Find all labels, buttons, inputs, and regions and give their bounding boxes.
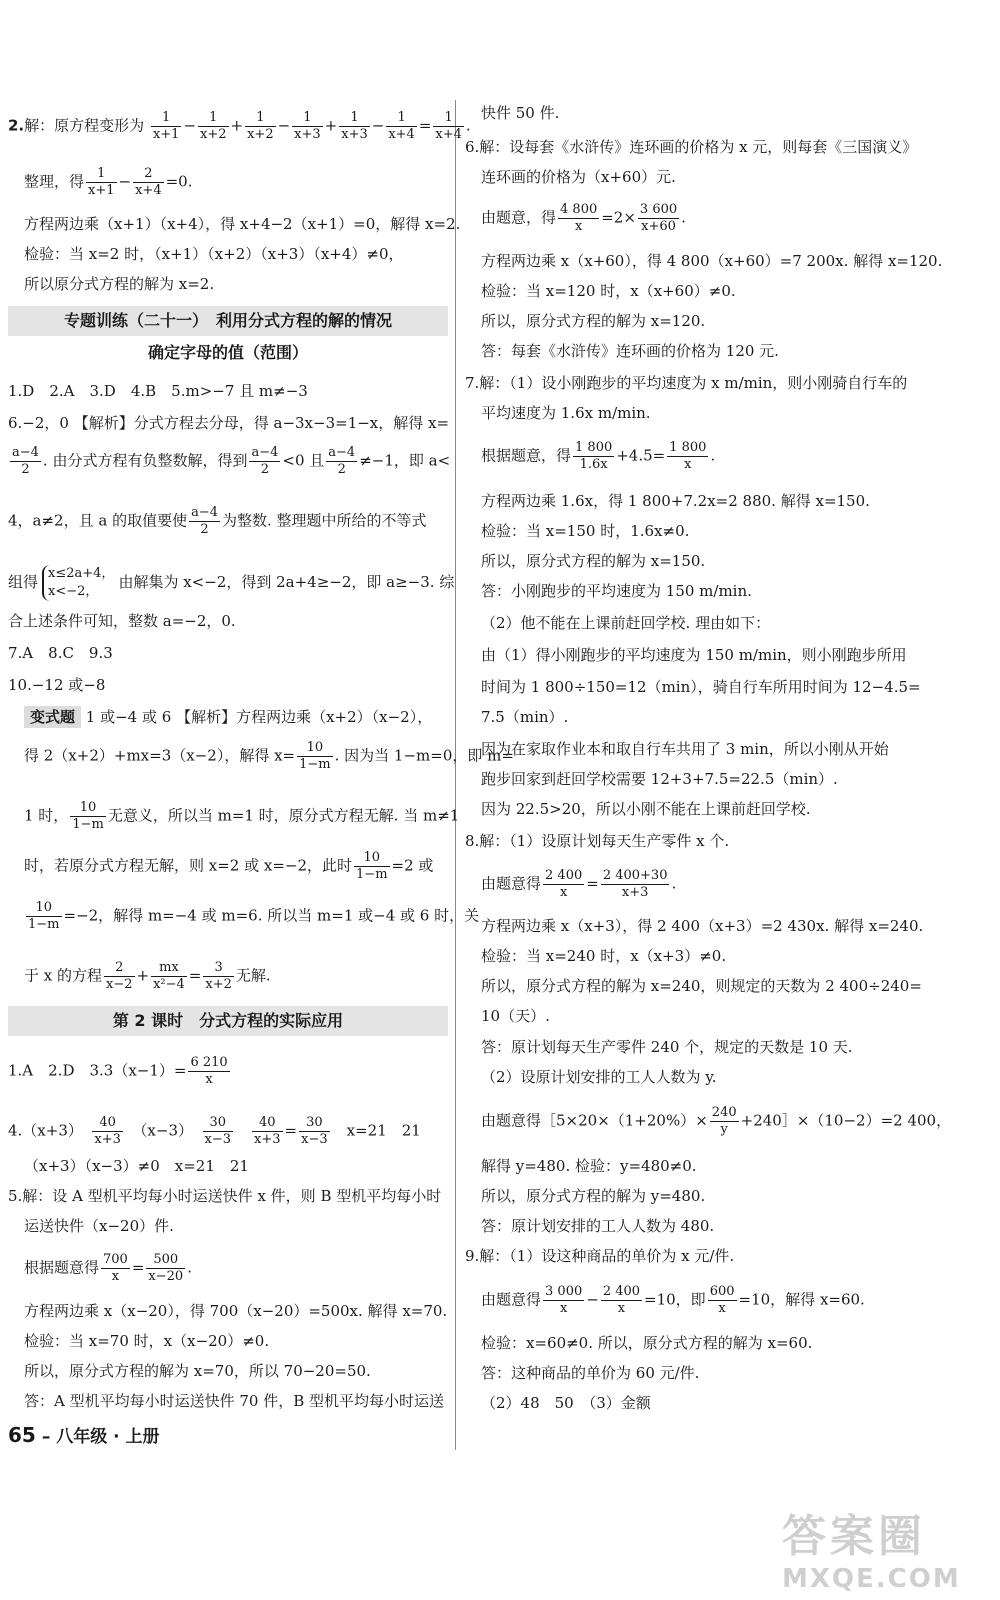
b-answer-5-line1: 5.解：设 A 型机平均每小时运送快件 x 件，则 B 型机平均每小时 xyxy=(8,1187,442,1205)
fraction-den: x+2 xyxy=(200,127,227,142)
q2-line2: 整理，得 $\frac{1}{x+1}$ − $\frac{2}{x+4}$ =0. xyxy=(24,166,193,198)
fraction-num: 3 xyxy=(203,960,234,977)
text: 1 或−4 或 6 【解析】方程两边乘（x+2）（x−2）， xyxy=(85,708,433,726)
fraction-num: 30 xyxy=(299,1115,330,1132)
fraction xyxy=(292,110,323,143)
q2-line5: 所以原分式方程的解为 x=2. xyxy=(24,275,215,293)
fraction-num: 700 xyxy=(103,1252,128,1267)
text: 于 x 的方程 xyxy=(24,966,102,985)
text: 4，a≠2，且 a 的取值要使 xyxy=(8,511,188,530)
fraction-num: 2 400+30 xyxy=(602,868,668,883)
q7-line11: 7.5（min）. xyxy=(481,708,569,726)
text: . 因为当 1−m=0，即 m= xyxy=(334,746,514,765)
answer-6-line4 xyxy=(8,565,455,601)
fraction-num: 1 xyxy=(386,110,417,127)
text: =2 或 xyxy=(391,856,434,875)
b-answer-5-line6: 所以，原分式方程的解为 x=70，所以 70−20=50. xyxy=(24,1362,371,1380)
answers-7-9: 7.A 8.C 9.3 xyxy=(8,644,113,662)
fraction xyxy=(252,1115,283,1148)
q7-line14: 因为 22.5>20，所以小刚不能在上课前赶回学校. xyxy=(481,800,811,818)
fraction-num: 10 xyxy=(70,800,106,817)
answer-10: 10.−12 或−8 xyxy=(8,676,106,694)
text: 整理，得 xyxy=(24,172,85,191)
q8-line10: 解得 y=480. 检验：y=480≠0. xyxy=(481,1157,697,1175)
fraction-num: 2 xyxy=(133,166,164,183)
fraction-num: 500 xyxy=(146,1252,185,1269)
text: 根据题意得 xyxy=(24,1258,100,1277)
inequality-2: x<−2， xyxy=(48,584,99,599)
fraction-den: 1−m xyxy=(356,867,388,882)
fraction-num: 40 xyxy=(92,1115,123,1132)
text: （x−3） xyxy=(139,1121,186,1140)
q7-line6: 所以，原分式方程的解为 x=150. xyxy=(481,552,706,570)
fraction xyxy=(86,166,117,199)
watermark-en: MXQE.COM xyxy=(782,1564,961,1594)
text: 由解集为 x<−2，得到 2a+4≥−2，即 a≥−3. 综 xyxy=(118,573,455,591)
fraction-num: mx xyxy=(151,960,187,977)
b-answer-4-line1: 4.（x+3） $\frac{40}{x+3}$ （x−3） $\frac{30}{x-3}$ $\frac{40}{x+3}$ = $\frac{30}{x-3}$ x=21 21 xyxy=(8,1115,421,1147)
section-title-2: 第 2 课时 分式方程的实际应用 xyxy=(8,1006,448,1036)
q8-line6: 10（天）. xyxy=(481,1007,550,1025)
fraction xyxy=(104,960,135,993)
fraction xyxy=(151,960,187,993)
fraction-num: 2 400 xyxy=(602,1284,641,1299)
b-answer-5-line4: 方程两边乘 x（x−20），得 700（x−20）=500x. 解得 x=70. xyxy=(24,1302,448,1320)
book-label: 八年级 · 上册 xyxy=(56,1427,160,1447)
fraction-num: 40 xyxy=(252,1115,283,1132)
text: 为整数. 整理题中所给的不等式 xyxy=(222,511,427,530)
fraction-num: 1 xyxy=(151,110,182,127)
fraction-den: x+3 xyxy=(294,127,321,142)
fraction xyxy=(203,1115,234,1148)
q2-line1: 2.解：原方程变形为 $\frac{1}{x+1}$ − $\frac{1}{x+2}$ + $\frac{1}{x+2}$ − $\frac{1}{x+3}$ + $\frac{1}{x+3}$ − $\frac{1}{x+4}$ = $\frac{1}{x+4}$ . xyxy=(8,110,471,142)
fraction-num: a−4 xyxy=(191,505,218,520)
text: 无意义，所以当 m=1 时，原分式方程无解. 当 m≠1 xyxy=(107,806,460,825)
q6-line3: 由题意，得 $\frac{4 800}{x}$ =2× $\frac{3 600}{x+60}$ . xyxy=(481,202,686,234)
fraction-den: x−3 xyxy=(301,1132,328,1147)
fraction xyxy=(151,110,182,143)
fraction-den: x xyxy=(559,1301,568,1316)
text: 4.（x+3） xyxy=(8,1121,76,1140)
variant-line3 xyxy=(8,800,460,833)
fraction xyxy=(543,1284,584,1317)
fraction-den: x xyxy=(718,1301,726,1316)
fraction-den: 2 xyxy=(260,462,270,477)
fraction-den: x+60 xyxy=(641,219,676,234)
fraction-num: 10 xyxy=(354,850,390,867)
q7-line2: 平均速度为 1.6x m/min. xyxy=(481,404,651,422)
fraction-num: 4 800 xyxy=(560,202,598,217)
fraction-num: a−4 xyxy=(12,445,39,460)
q8-line2: 由题意得 $\frac{2 400}{x}$ = $\frac{2 400+30}{x+3}$ . xyxy=(481,868,677,900)
q9-line2: 由题意得 $\frac{3 000}{x}$ − $\frac{2 400}{x}$ =10，即 $\frac{600}{x}$ =10，解得 x=60. xyxy=(481,1284,865,1316)
inequality-system xyxy=(42,565,114,601)
fraction xyxy=(26,900,62,933)
fraction xyxy=(92,1115,123,1148)
text: 得 2（x+2）+mx=3（x−2），解得 x= xyxy=(24,746,296,765)
fraction-num: 600 xyxy=(709,1284,735,1299)
text: 由题意得 xyxy=(481,874,542,893)
answer-6-line1: 6.−2，0 【解析】分式方程去分母，得 a−3x−3=1−x，解得 x= xyxy=(8,414,450,432)
text: =−2，解得 m=−4 或 m=6. 所以当 m=1 或−4 或 6 时，关 xyxy=(63,906,480,925)
variant-line2 xyxy=(8,740,514,773)
answer-6-line2 xyxy=(8,445,451,478)
text: =10，即 xyxy=(644,1290,706,1309)
text: =0. xyxy=(165,172,193,191)
b-answer-5-line7: 答：A 型机平均每小时运送快件 70 件，B 型机平均每小时运送 xyxy=(24,1392,445,1410)
q7-line3: 根据题意，得 $\frac{1 800}{1.6x}$ +4.5= $\frac{1 800}{x}$ . xyxy=(481,440,716,472)
fraction-num: 1 xyxy=(433,110,464,127)
fraction-den: x+4 xyxy=(135,183,162,198)
variant-tag: 变式题 xyxy=(24,706,81,728)
fraction-den: x xyxy=(684,457,692,472)
text: 根据题意，得 xyxy=(481,446,572,465)
fraction-den: x xyxy=(617,1301,626,1316)
fraction-num: 3 600 xyxy=(639,202,678,217)
q8-line8: （2）设原计划安排的工人人数为 y. xyxy=(481,1068,717,1086)
fraction-num: 1 xyxy=(198,110,229,127)
fraction-den: x+1 xyxy=(152,127,180,142)
q8-line11: 所以，原分式方程的解为 y=480. xyxy=(481,1187,706,1205)
variant-line6: 于 x 的方程 $\frac{2}{x-2}$ + $\frac{mx}{\text{x²−4}}$ = $\frac{3}{x+2}$ 无解. xyxy=(24,960,271,992)
fraction-den: y xyxy=(720,1122,728,1137)
fraction xyxy=(354,850,390,883)
fraction-den: x+1 xyxy=(88,183,115,198)
text: 由题意得［5×20×（1+20%）× xyxy=(481,1111,708,1130)
fraction-den: x−2 xyxy=(106,977,133,992)
fraction-num: 3 000 xyxy=(545,1284,583,1299)
fraction-num: 10 xyxy=(297,740,333,757)
text: 由题意，得 xyxy=(481,208,557,227)
q2-line3: 方程两边乘（x+1）（x+4），得 x+4−2（x+1）=0，解得 x=2. xyxy=(24,215,461,233)
q6-line4: 方程两边乘 x（x+60），得 4 800（x+60）=7 200x. 解得 x=120. xyxy=(481,252,943,270)
fraction xyxy=(339,110,370,143)
q6-line2: 连环画的价格为（x+60）元. xyxy=(481,168,676,186)
q7-line4: 方程两边乘 1.6x，得 1 800+7.2x=2 880. 解得 x=150. xyxy=(481,492,870,510)
q7-line8: （2）他不能在上课前赶回学校. 理由如下： xyxy=(481,614,771,632)
fraction-num: 1 xyxy=(339,110,370,127)
q7-line12: 因为在家取作业本和取自行车共用了 3 min，所以小刚从开始 xyxy=(481,740,889,758)
q7-line1: 7.解：（1）设小刚跑步的平均速度为 x m/min，则小刚骑自行车的 xyxy=(465,374,908,392)
page-footer: 65 – 八年级 · 上册 xyxy=(8,1423,160,1447)
fraction xyxy=(558,202,599,235)
inequality-1: x≤2a+4， xyxy=(48,566,115,581)
fraction-num: 1 xyxy=(86,166,117,183)
q8-line5: 所以，原分式方程的解为 x=240，则规定的天数为 2 400÷240= xyxy=(481,977,922,995)
text: 无解. xyxy=(235,966,271,985)
q6-line1: 6.解：设每套《水浒传》连环画的价格为 x 元，则每套《三国演义》 xyxy=(465,138,918,156)
text: =10，解得 x=60. xyxy=(738,1290,865,1309)
q6-line6: 所以，原分式方程的解为 x=120. xyxy=(481,312,706,330)
section-title-1: 专题训练（二十一） 利用分式方程的解的情况 xyxy=(8,306,448,336)
variant-line4 xyxy=(8,850,448,883)
fraction xyxy=(638,202,679,235)
fraction-den: x+4 xyxy=(435,127,462,142)
fraction-den: x−3 xyxy=(204,1132,232,1147)
r-line0: 快件 50 件. xyxy=(481,104,560,122)
fraction xyxy=(601,1284,642,1317)
fraction-den: 1−m xyxy=(299,757,331,772)
q2-intro: 解：原方程变形为 xyxy=(24,116,145,135)
fraction xyxy=(188,1055,229,1088)
q9-line5: （2）48 50 （3）金额 xyxy=(481,1394,651,1412)
watermark-cn: 答案圈 xyxy=(782,1511,926,1562)
page-number: 65 xyxy=(8,1423,36,1447)
watermark-logo xyxy=(782,1500,972,1594)
text: x=21 21 xyxy=(346,1121,421,1140)
text: 组得 xyxy=(8,573,39,591)
fraction-den: x+3 xyxy=(94,1132,121,1147)
fraction-num: 2 400 xyxy=(545,868,583,883)
answer-6-line3 xyxy=(8,505,448,538)
text: 1 时， xyxy=(24,806,69,825)
fraction-den: x xyxy=(205,1072,213,1087)
q7-line5: 检验：当 x=150 时，1.6x≠0. xyxy=(481,522,690,540)
fraction-den: x xyxy=(574,219,583,234)
fraction-num: 30 xyxy=(203,1115,234,1132)
q9-line3: 检验：x=60≠0. 所以，原分式方程的解为 x=60. xyxy=(481,1334,813,1352)
fraction xyxy=(667,440,708,473)
fraction xyxy=(70,800,106,833)
q9-line1: 9.解：（1）设这种商品的单价为 x 元/件. xyxy=(465,1247,735,1265)
text: 时，若原分式方程无解，则 x=2 或 x=−2，此时 xyxy=(24,856,353,875)
q8-line4: 检验：当 x=240 时，x（x+3）≠0. xyxy=(481,947,727,965)
fraction-den: x xyxy=(559,885,568,900)
text: +4.5= xyxy=(616,446,666,465)
b-answers-1-3 xyxy=(8,1055,448,1088)
fraction-num: 1 xyxy=(245,110,276,127)
q8-line12: 答：原计划安排的工人人数为 480. xyxy=(481,1217,715,1235)
b-answer-5-line2: 运送快件（x−20）件. xyxy=(24,1217,174,1235)
q6-line7: 答：每套《水浒传》连环画的价格为 120 元. xyxy=(481,342,779,360)
section-subtitle-1: 确定字母的值（范围） xyxy=(147,343,308,362)
column-divider xyxy=(455,100,456,1450)
fraction xyxy=(601,868,670,901)
fraction xyxy=(133,166,164,199)
fraction xyxy=(573,440,614,473)
variant-line5 xyxy=(8,900,480,933)
fraction xyxy=(326,445,357,478)
fraction-num: a−4 xyxy=(328,445,356,460)
q9-line4: 答：这种商品的单价为 60 元/件. xyxy=(481,1364,700,1382)
text: ≠−1，即 a< xyxy=(359,451,451,470)
b-answer-4-line2: （x+3）（x−3）≠0 x=21 21 xyxy=(24,1157,249,1175)
fraction xyxy=(433,110,464,143)
text: +240］×（10−2）=2 400， xyxy=(740,1111,952,1130)
fraction-den: 2 xyxy=(337,462,346,477)
fraction xyxy=(203,960,234,993)
fraction-num: a−4 xyxy=(251,445,279,460)
fraction-den: 2 xyxy=(21,462,30,477)
fraction-den: x+2 xyxy=(205,977,232,992)
q7-line10: 时间为 1 800÷150=12（min），骑自行车所用时间为 12−4.5= xyxy=(481,678,921,696)
q7-line7: 答：小刚跑步的平均速度为 150 m/min. xyxy=(481,582,752,600)
fraction xyxy=(297,740,333,773)
fraction-den: x+3 xyxy=(341,127,368,142)
q8-line7: 答：原计划每天生产零件 240 个，规定的天数是 10 天. xyxy=(481,1038,853,1056)
text: 由题意得 xyxy=(481,1290,542,1309)
b-answer-5-line3: 根据题意得 $\frac{700}{x}$ = $\frac{500}{x-20}$ . xyxy=(24,1252,192,1284)
fraction-den: x+3 xyxy=(621,885,649,900)
fraction xyxy=(708,1284,737,1317)
q7-line13: 跑步回家到赶回学校需要 12+3+7.5=22.5（min）. xyxy=(481,770,838,788)
fraction-den: x+2 xyxy=(247,127,274,142)
answer-6-line5: 合上述条件可知，整数 a=−2，0. xyxy=(8,612,236,630)
text: =2× xyxy=(601,208,636,227)
fraction-den: x+4 xyxy=(388,127,415,142)
q2-line4: 检验：当 x=2 时，（x+1）（x+2）（x+3）（x+4）≠0， xyxy=(24,245,404,263)
fraction xyxy=(146,1252,185,1285)
fraction xyxy=(245,110,276,143)
fraction xyxy=(101,1252,130,1285)
fraction-num: 6 210 xyxy=(190,1055,228,1070)
variant-line1 xyxy=(8,706,448,728)
fraction-den: 1−m xyxy=(72,817,104,832)
fraction-den: x−20 xyxy=(148,1269,184,1284)
fraction xyxy=(198,110,229,143)
fraction-den: 1−m xyxy=(28,917,60,932)
fraction-den: 2 xyxy=(200,522,209,537)
fraction-den: 1.6x xyxy=(579,457,608,472)
fraction-num: 1 xyxy=(292,110,323,127)
q8-line9 xyxy=(465,1105,952,1138)
fraction-num: 2 xyxy=(104,960,135,977)
fraction-den: x xyxy=(111,1269,120,1284)
fraction-den: x+3 xyxy=(254,1132,281,1147)
fraction-num: 1 800 xyxy=(575,440,613,455)
answers-1-5: 1.D 2.A 3.D 4.B 5.m>−7 且 m≠−3 xyxy=(8,382,308,400)
fraction xyxy=(10,445,41,478)
q8-line3: 方程两边乘 x（x+3），得 2 400（x+3）=2 430x. 解得 x=240. xyxy=(481,917,924,935)
q6-line5: 检验：当 x=120 时，x（x+60）≠0. xyxy=(481,282,736,300)
text: . 由分式方程有负整数解，得到 xyxy=(42,451,248,470)
q8-line1: 8.解：（1）设原计划每天生产零件 x 个. xyxy=(465,832,730,850)
fraction xyxy=(249,445,280,478)
text: <0 且 xyxy=(282,451,325,470)
q7-line9: 由（1）得小刚跑步的平均速度为 150 m/min，则小刚跑步所用 xyxy=(481,646,907,664)
fraction xyxy=(386,110,417,143)
fraction xyxy=(710,1105,739,1138)
fraction xyxy=(543,868,584,901)
b-answer-5-line5: 检验：当 x=70 时，x（x−20）≠0. xyxy=(24,1332,270,1350)
fraction-num: 10 xyxy=(26,900,62,917)
fraction-num: 1 800 xyxy=(669,440,707,455)
fraction xyxy=(189,505,220,538)
text: 1.A 2.D 3.3（x−1）= xyxy=(8,1061,187,1080)
fraction-den: x²−4 xyxy=(153,977,185,992)
fraction xyxy=(299,1115,330,1148)
fraction-num: 240 xyxy=(711,1105,737,1120)
q2-number: 2. xyxy=(8,116,25,135)
